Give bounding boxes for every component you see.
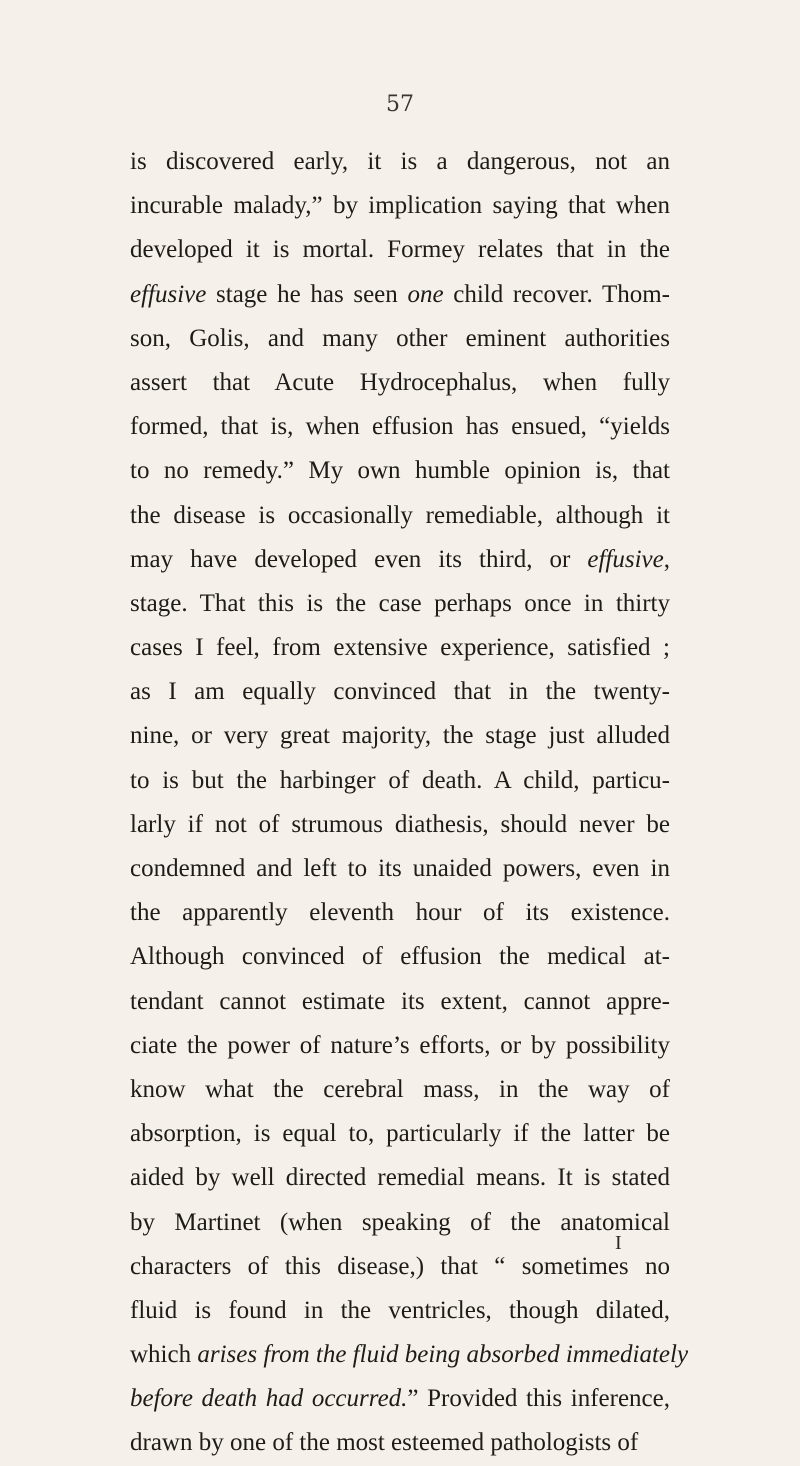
text-line: to no remedy.” My own humble opinion is, that xyxy=(130,457,670,485)
text-line: developed it is mortal. Formey relates that in the xyxy=(130,236,670,264)
italic-term: one xyxy=(407,280,444,308)
text-run: ” Provided this inference, xyxy=(407,1385,671,1413)
italic-term: effusive xyxy=(130,280,207,308)
text-line: as I am equally convinced that in the twenty- xyxy=(130,678,670,706)
text-run: which xyxy=(130,1341,198,1369)
text-line: Although convinced of effusion the medical at- xyxy=(130,943,670,971)
text-run: child recover. Thom- xyxy=(443,280,670,308)
text-line: assert that Acute Hydrocephalus, when fully xyxy=(130,368,670,396)
text-line: is discovered early, it is a dangerous, not an xyxy=(130,148,670,175)
text-line: the disease is occasionally remediable, although it xyxy=(130,501,670,529)
text-line: son, Golis, and many other eminent authorities xyxy=(130,324,670,352)
text-line: absorption, is equal to, particularly if the latter be xyxy=(130,1120,670,1148)
text-line: incurable malady,” by implication saying that when xyxy=(130,192,670,220)
text-line: by Martinet (when speaking of the anatomical xyxy=(130,1208,670,1236)
signature-mark: I xyxy=(615,1232,622,1254)
text-line: to is but the harbinger of death. A child, particu- xyxy=(130,766,670,794)
text-line: drawn by one of the most esteemed pathologists of xyxy=(130,1429,639,1457)
text-line: tendant cannot estimate its extent, cannot appre- xyxy=(130,987,670,1015)
text-line: formed, that is, when effusion has ensued, “yields xyxy=(130,413,670,441)
text-line: stage. That this is the case perhaps once in thirty xyxy=(130,589,670,617)
text-line: fluid is found in the ventricles, though dilated, xyxy=(130,1296,670,1324)
text-run: , xyxy=(663,545,670,573)
page-number: 57 xyxy=(386,92,414,117)
text-run: stage he has seen xyxy=(206,280,408,308)
body-text xyxy=(130,140,689,1466)
text-line: characters of this disease,) that “ sometimes no xyxy=(130,1252,670,1280)
text-line xyxy=(130,538,670,582)
text-line: ciate the power of nature’s efforts, or by possibility xyxy=(130,1031,670,1059)
italic-quote: arises from the fluid being absorbed immediately xyxy=(197,1341,689,1369)
text-line: condemned and left to its unaided powers, even in xyxy=(130,855,670,882)
text-run: may have developed even its third, or xyxy=(130,545,588,573)
text-line: nine, or very great majority, the stage just alluded xyxy=(130,722,670,750)
text-line: larly if not of strumous diathesis, should never be xyxy=(130,810,670,838)
text-line: cases I feel, from extensive experience, satisfied ; xyxy=(130,634,670,662)
text-line: know what the cerebral mass, in the way of xyxy=(130,1075,670,1103)
text-line: aided by well directed remedial means. It is stated xyxy=(130,1164,670,1192)
italic-quote: before death had occurred. xyxy=(130,1385,408,1413)
italic-term: effusive xyxy=(587,545,664,573)
text-line xyxy=(130,273,670,317)
text-line xyxy=(130,1333,689,1377)
text-line: the apparently eleventh hour of its existence. xyxy=(130,899,670,927)
text-line xyxy=(130,1377,670,1421)
